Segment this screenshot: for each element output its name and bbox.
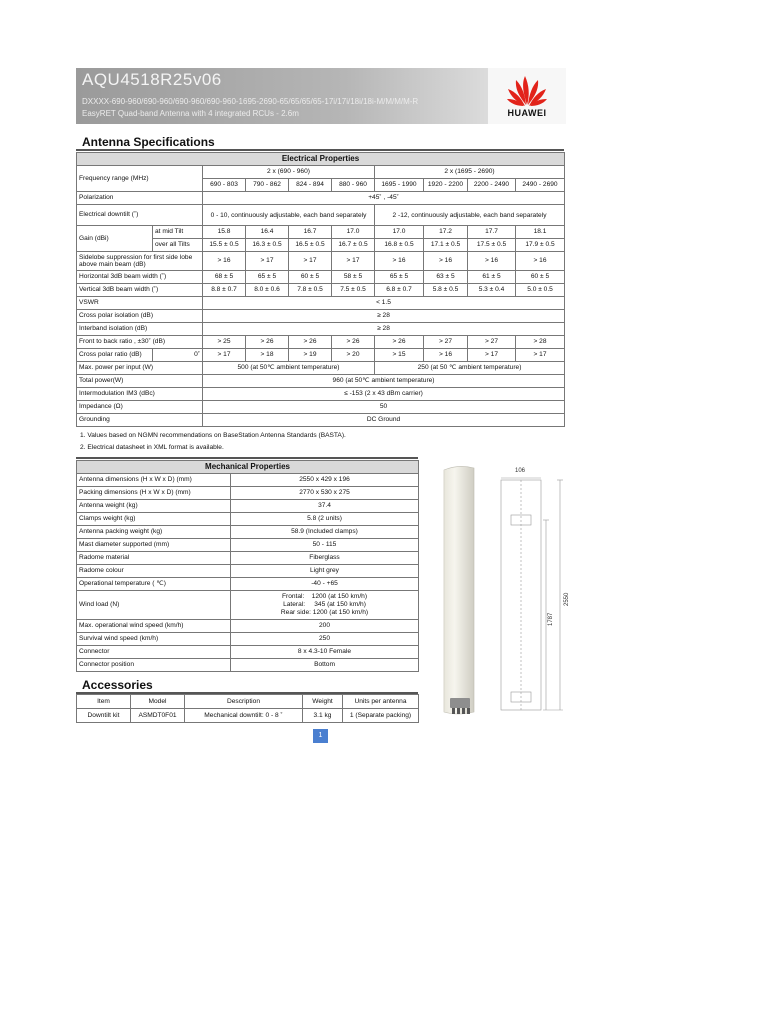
vbw-cell: 8.8 ± 0.7 — [203, 284, 246, 297]
row-value: 8 x 4.3-10 Female — [231, 646, 419, 659]
xpr-cell: > 15 — [375, 349, 424, 362]
vswr-label: VSWR — [77, 297, 203, 310]
table-row — [77, 487, 419, 500]
row-label: Clamps weight (kg) — [77, 513, 231, 526]
band-cell: 2200 - 2490 — [468, 179, 516, 192]
antenna-specifications-heading: Antenna Specifications — [82, 135, 215, 149]
table-cell: 3.1 kg — [303, 709, 343, 723]
brand-name: HUAWEI — [507, 108, 547, 118]
column-header: Units per antenna — [343, 695, 419, 709]
column-header: Item — [77, 695, 131, 709]
section-rule — [76, 149, 564, 151]
hbw-cell: 60 ± 5 — [289, 271, 332, 284]
sidelobe-label: Sidelobe suppression for first side lobe above main beam (dB) — [77, 252, 203, 271]
vbw-label: Vertical 3dB beam width (˚) — [77, 284, 203, 297]
table-row — [77, 646, 419, 659]
dimension-height-2: 2550 — [564, 592, 570, 606]
xpr-cell: > 19 — [289, 349, 332, 362]
sidelobe-cell: > 16 — [468, 252, 516, 271]
polarization-label: Polarization — [77, 192, 203, 205]
row-value: 2550 x 429 x 196 — [231, 474, 419, 487]
mechanical-properties-title: Mechanical Properties — [77, 461, 419, 474]
table-header-row — [77, 153, 565, 166]
impedance-label: Impedance (Ω) — [77, 401, 203, 414]
table-row — [77, 539, 419, 552]
column-header: Weight — [303, 695, 343, 709]
sidelobe-cell: > 16 — [424, 252, 468, 271]
gain-cell: 17.1 ± 0.5 — [424, 239, 468, 252]
band-cell: 1695 - 1990 — [375, 179, 424, 192]
dimension-width: 106 — [515, 468, 526, 474]
impedance-row — [77, 401, 565, 414]
row-label: Survival wind speed (km/h) — [77, 633, 231, 646]
sidelobe-cell: > 16 — [516, 252, 565, 271]
wind-lateral: Lateral: 345 (at 150 km/h) — [283, 601, 366, 608]
xpr-cell: > 17 — [203, 349, 246, 362]
grounding-row — [77, 414, 565, 427]
gain-cell: 16.8 ± 0.5 — [375, 239, 424, 252]
row-label: Antenna packing weight (kg) — [77, 526, 231, 539]
row-value: 2770 x 530 x 275 — [231, 487, 419, 500]
grounding-label: Grounding — [77, 414, 203, 427]
row-value: Fiberglass — [231, 552, 419, 565]
ftb-cell: > 26 — [289, 336, 332, 349]
sidelobe-cell: > 17 — [289, 252, 332, 271]
sidelobe-cell: > 16 — [375, 252, 424, 271]
row-value: 37.4 — [231, 500, 419, 513]
interband-value: ≥ 28 — [203, 323, 565, 336]
gain-cell: 16.7 ± 0.5 — [332, 239, 375, 252]
im3-row — [77, 388, 565, 401]
electrical-properties-table — [76, 152, 565, 427]
grounding-value: DC Ground — [203, 414, 565, 427]
row-label: Radome colour — [77, 565, 231, 578]
gain-cell: 16.7 — [289, 226, 332, 239]
gain-cell: 15.5 ± 0.5 — [203, 239, 246, 252]
wind-load-row — [77, 591, 419, 620]
gain-cell: 18.1 — [516, 226, 565, 239]
huawei-petal-icon — [505, 73, 549, 107]
sidelobe-cell: > 17 — [332, 252, 375, 271]
sidelobe-cell: > 17 — [246, 252, 289, 271]
column-header: Description — [185, 695, 303, 709]
sidelobe-row — [77, 252, 565, 271]
table-cell: 1 (Separate packing) — [343, 709, 419, 723]
front-to-back-label: Front to back ratio , ±30˚ (dB) — [77, 336, 203, 349]
antenna-radome — [444, 466, 474, 714]
downtilt-high-value: 2 -12, continuously adjustable, each band separately — [375, 205, 565, 226]
total-power-row — [77, 375, 565, 388]
interband-row — [77, 323, 565, 336]
table-cell: ASMDT0F01 — [131, 709, 185, 723]
table-row — [77, 620, 419, 633]
row-value: 50 - 115 — [231, 539, 419, 552]
antenna-drawing — [428, 460, 578, 722]
hbw-cell: 58 ± 5 — [332, 271, 375, 284]
wind-load-values — [231, 591, 419, 620]
vbw-cell: 6.8 ± 0.7 — [375, 284, 424, 297]
vbw-cell: 5.3 ± 0.4 — [468, 284, 516, 297]
cross-polar-ratio-label: Cross polar ratio (dB) — [77, 349, 153, 362]
band-cell: 824 - 894 — [289, 179, 332, 192]
wind-load-label: Wind load (N) — [77, 591, 231, 620]
gain-mid-label: at mid Tilt — [153, 226, 203, 239]
max-power-high: 250 (at 50 ℃ ambient temperature) — [375, 362, 565, 375]
row-label: Operational temperature ( ℃) — [77, 578, 231, 591]
table-row — [77, 659, 419, 672]
vbw-cell: 7.8 ± 0.5 — [289, 284, 332, 297]
gain-cell: 17.5 ± 0.5 — [468, 239, 516, 252]
wind-rear: Rear side: 1200 (at 150 km/h) — [280, 609, 369, 616]
max-power-label: Max. power per input (W) — [77, 362, 203, 375]
antenna-front-view — [501, 478, 563, 710]
table-cell: Mechanical downtilt: 0 - 8 ˚ — [185, 709, 303, 723]
frequency-range-label: Frequency range (MHz) — [77, 166, 203, 192]
table-row — [77, 513, 419, 526]
polarization-value: +45˚ , -45˚ — [203, 192, 565, 205]
row-value: Bottom — [231, 659, 419, 672]
gain-cell: 15.8 — [203, 226, 246, 239]
row-value: 58.9 (Included clamps) — [231, 526, 419, 539]
band-cell: 790 - 862 — [246, 179, 289, 192]
table-row — [77, 565, 419, 578]
footnote: 1. Values based on NGMN recommendations on BaseStation Antenna Standards (BASTA). — [80, 432, 346, 439]
total-power-label: Total power(W) — [77, 375, 203, 388]
hbw-cell: 60 ± 5 — [516, 271, 565, 284]
gain-cell: 17.0 — [332, 226, 375, 239]
gain-all-label: over all Tilts — [153, 239, 203, 252]
vbw-cell: 5.0 ± 0.5 — [516, 284, 565, 297]
product-header — [76, 68, 566, 124]
vswr-value: < 1.5 — [203, 297, 565, 310]
gain-cell: 17.2 — [424, 226, 468, 239]
gain-cell: 17.9 ± 0.5 — [516, 239, 565, 252]
vbw-row — [77, 284, 565, 297]
cross-polar-angle: 0˚ — [153, 349, 203, 362]
row-value: Light grey — [231, 565, 419, 578]
hbw-cell: 63 ± 5 — [424, 271, 468, 284]
gain-cell: 17.7 — [468, 226, 516, 239]
downtilt-row — [77, 205, 565, 226]
band-cell: 2490 - 2690 — [516, 179, 565, 192]
polarization-row — [77, 192, 565, 205]
hbw-cell: 65 ± 5 — [375, 271, 424, 284]
frequency-group-row — [77, 166, 565, 179]
gain-cell: 16.3 ± 0.5 — [246, 239, 289, 252]
low-band-group: 2 x (690 - 960) — [203, 166, 375, 179]
max-power-low: 500 (at 50℃ ambient temperature) — [203, 362, 375, 375]
table-cell: Downtilt kit — [77, 709, 131, 723]
table-row — [77, 633, 419, 646]
impedance-value: 50 — [203, 401, 565, 414]
table-header-row — [77, 461, 419, 474]
row-label: Antenna weight (kg) — [77, 500, 231, 513]
vbw-cell: 7.5 ± 0.5 — [332, 284, 375, 297]
huawei-logo — [488, 68, 566, 124]
cross-isolation-value: ≥ 28 — [203, 310, 565, 323]
band-cell: 690 - 803 — [203, 179, 246, 192]
ftb-cell: > 28 — [516, 336, 565, 349]
section-rule — [76, 457, 418, 459]
product-subtitle: DXXXX-690-960/690-960/690-960/690-960-1695-2690-65/65/65/65-17i/17i/18i/18i-M/M/M/M-R — [82, 97, 419, 106]
xpr-cell: > 18 — [246, 349, 289, 362]
gain-cell: 16.5 ± 0.5 — [289, 239, 332, 252]
row-label: Radome material — [77, 552, 231, 565]
high-band-group: 2 x (1695 - 2690) — [375, 166, 565, 179]
cross-isolation-label: Cross polar isolation (dB) — [77, 310, 203, 323]
im3-label: Intermodulation IM3 (dBc) — [77, 388, 203, 401]
accessories-header-row — [77, 695, 419, 709]
ftb-cell: > 26 — [246, 336, 289, 349]
gain-label: Gain (dBi) — [77, 226, 153, 252]
hbw-cell: 68 ± 5 — [203, 271, 246, 284]
interband-label: Interband isolation (dB) — [77, 323, 203, 336]
table-row — [77, 552, 419, 565]
downtilt-low-value: 0 - 10, continuously adjustable, each band separately — [203, 205, 375, 226]
vbw-cell: 8.0 ± 0.6 — [246, 284, 289, 297]
hbw-cell: 65 ± 5 — [246, 271, 289, 284]
row-label: Mast diameter supported (mm) — [77, 539, 231, 552]
xpr-cell: > 17 — [516, 349, 565, 362]
front-to-back-row — [77, 336, 565, 349]
table-row — [77, 709, 419, 723]
cross-polar-ratio-row — [77, 349, 565, 362]
page-number[interactable]: 1 — [313, 729, 328, 743]
row-label: Antenna dimensions (H x W x D) (mm) — [77, 474, 231, 487]
row-label: Connector position — [77, 659, 231, 672]
ftb-cell: > 26 — [332, 336, 375, 349]
ftb-cell: > 27 — [424, 336, 468, 349]
sidelobe-cell: > 16 — [203, 252, 246, 271]
column-header: Model — [131, 695, 185, 709]
hbw-row — [77, 271, 565, 284]
ftb-cell: > 25 — [203, 336, 246, 349]
row-label: Connector — [77, 646, 231, 659]
hbw-label: Horizontal 3dB beam width (˚) — [77, 271, 203, 284]
accessories-heading: Accessories — [82, 678, 153, 692]
band-cell: 1920 - 2200 — [424, 179, 468, 192]
row-value: 5.8 (2 units) — [231, 513, 419, 526]
table-row — [77, 474, 419, 487]
dimension-height-1: 1787 — [548, 612, 554, 626]
row-value: 250 — [231, 633, 419, 646]
vbw-cell: 5.8 ± 0.5 — [424, 284, 468, 297]
ftb-cell: > 26 — [375, 336, 424, 349]
product-description: EasyRET Quad-band Antenna with 4 integrated RCUs - 2.6m — [82, 109, 299, 118]
table-row — [77, 526, 419, 539]
table-row — [77, 578, 419, 591]
row-value: 200 — [231, 620, 419, 633]
vswr-row — [77, 297, 565, 310]
wind-frontal: Frontal: 1200 (at 150 km/h) — [281, 593, 368, 600]
im3-value: ≤ -153 (2 x 43 dBm carrier) — [203, 388, 565, 401]
xpr-cell: > 16 — [424, 349, 468, 362]
gain-mid-row — [77, 226, 565, 239]
row-label: Packing dimensions (H x W x D) (mm) — [77, 487, 231, 500]
gain-cell: 16.4 — [246, 226, 289, 239]
gain-cell: 17.0 — [375, 226, 424, 239]
electrical-properties-title: Electrical Properties — [77, 153, 565, 166]
row-value: -40 - +65 — [231, 578, 419, 591]
total-power-value: 960 (at 50℃ ambient temperature) — [203, 375, 565, 388]
ftb-cell: > 27 — [468, 336, 516, 349]
row-label: Max. operational wind speed (km/h) — [77, 620, 231, 633]
mechanical-properties-table — [76, 460, 419, 672]
downtilt-label: Electrical downtilt (˚) — [77, 205, 203, 226]
xpr-cell: > 17 — [468, 349, 516, 362]
cross-isolation-row — [77, 310, 565, 323]
product-title: AQU4518R25v06 — [82, 70, 222, 89]
hbw-cell: 61 ± 5 — [468, 271, 516, 284]
band-cell: 880 - 960 — [332, 179, 375, 192]
accessories-table — [76, 694, 419, 723]
table-row — [77, 500, 419, 513]
footnote: 2. Electrical datasheet in XML format is available. — [80, 444, 224, 451]
max-power-row — [77, 362, 565, 375]
xpr-cell: > 20 — [332, 349, 375, 362]
